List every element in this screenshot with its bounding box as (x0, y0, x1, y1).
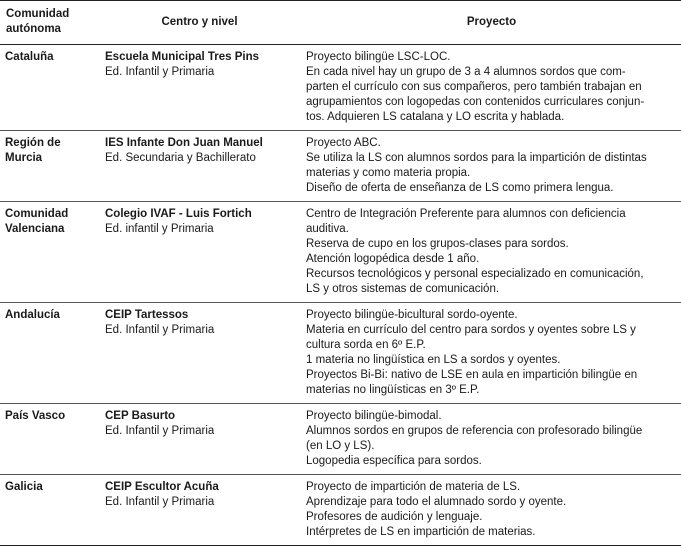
header-center: Centro y nivel (97, 1, 300, 45)
project-line: Diseño de oferta de enseñanza de LS como primera lengua. (306, 182, 614, 194)
project-line: Proyecto bilingüe LSC-LOC. (306, 51, 451, 63)
education-level: Ed. Infantil y Primaria (105, 324, 215, 336)
project-line: Proyectos Bi-Bi: nativo de LSE en aula en impartición bilingüe en (306, 369, 638, 381)
project-line: Centro de Integración Preferente para alumnos con deficiencia (306, 208, 626, 220)
project-line: Proyecto bilingüe-bicultural sordo-oyente. (306, 309, 518, 321)
project-cell (300, 131, 681, 202)
project-line: Reserva de cupo en los grupos-clases para sordos. (306, 238, 569, 250)
project-line: Profesores de audición y lenguaje. (306, 511, 483, 523)
community-cell: País Vasco (5, 410, 66, 422)
project-line: En cada nivel hay un grupo de 3 a 4 alumnos sordos que com- (306, 66, 626, 78)
project-line: tos. Adquieren LS catalana y LO escrita y hablada. (306, 111, 565, 123)
project-line: Materia en currículo del centro para sordos y oyentes sobre LS y (306, 324, 636, 336)
center-cell (97, 45, 300, 131)
school-name: CEIP Tartessos (105, 309, 189, 321)
project-line: agrupamientos con logopedas con contenidos curriculares conjun- (306, 96, 645, 108)
project-line: Proyecto bilingüe-bimodal. (306, 410, 442, 422)
community-cell: Comunidad Valenciana (5, 208, 69, 235)
table-row (0, 303, 681, 404)
table-row (0, 404, 681, 475)
table-row (0, 475, 681, 546)
project-line: parten el currículo con sus compañeros, pero también trabajan en (306, 81, 642, 93)
project-line: LS y otros sistemas de comunicación. (306, 283, 500, 295)
project-cell (300, 404, 681, 475)
education-level: Ed. infantil y Primaria (105, 223, 214, 235)
community-cell: Cataluña (5, 51, 54, 63)
center-cell (97, 475, 300, 546)
center-cell (97, 303, 300, 404)
center-cell (97, 131, 300, 202)
school-name: Escuela Municipal Tres Pins (105, 51, 260, 63)
project-line: Proyecto ABC. (306, 137, 381, 149)
header-community: Comunidad autónoma (0, 1, 97, 45)
table-row (0, 131, 681, 202)
project-line: Intérpretes de LS en impartición de materias. (306, 526, 536, 538)
school-name: Colegio IVAF - Luis Fortich (105, 208, 252, 220)
project-line: materias no lingüísticas en 3º E.P. (306, 384, 480, 396)
project-cell (300, 202, 681, 303)
project-cell (300, 303, 681, 404)
project-line: auditiva. (306, 223, 349, 235)
school-name: IES Infante Don Juan Manuel (105, 137, 263, 149)
education-level: Ed. Secundaria y Bachillerato (105, 152, 256, 164)
project-line: Recursos tecnológicos y personal especializado en comunicación, (306, 268, 644, 280)
project-line: cultura sorda en 6º E.P. (306, 339, 426, 351)
school-name: CEP Basurto (105, 410, 176, 422)
school-name: CEIP Escultor Acuña (105, 481, 219, 493)
community-cell: Región de Murcia (5, 137, 61, 164)
project-line: Atención logopédica desde 1 año. (306, 253, 480, 265)
community-cell: Andalucía (5, 309, 60, 321)
table-row (0, 202, 681, 303)
table-row (0, 45, 681, 131)
education-level: Ed. Infantil y Primaria (105, 425, 215, 437)
project-line: Proyecto de impartición de materia de LS. (306, 481, 521, 493)
header-row (0, 1, 681, 45)
community-cell: Galicia (5, 481, 43, 493)
project-cell (300, 45, 681, 131)
project-line: 1 materia no lingüística en LS a sordos y oyentes. (306, 354, 561, 366)
project-line: Alumnos sordos en grupos de referencia con profesorado bilingüe (306, 425, 643, 437)
project-line: Logopedia específica para sordos. (306, 455, 482, 467)
project-line: (en LO y LS). (306, 440, 375, 452)
education-level: Ed. Infantil y Primaria (105, 66, 215, 78)
center-cell (97, 404, 300, 475)
project-line: Se utiliza la LS con alumnos sordos para la impartición de distintas (306, 152, 647, 164)
project-line: materias y como materia propia. (306, 167, 471, 179)
header-project: Proyecto (300, 1, 681, 45)
education-level: Ed. Infantil y Primaria (105, 496, 215, 508)
project-cell (300, 475, 681, 546)
center-cell (97, 202, 300, 303)
project-line: Aprendizaje para todo el alumnado sordo y oyente. (306, 496, 567, 508)
